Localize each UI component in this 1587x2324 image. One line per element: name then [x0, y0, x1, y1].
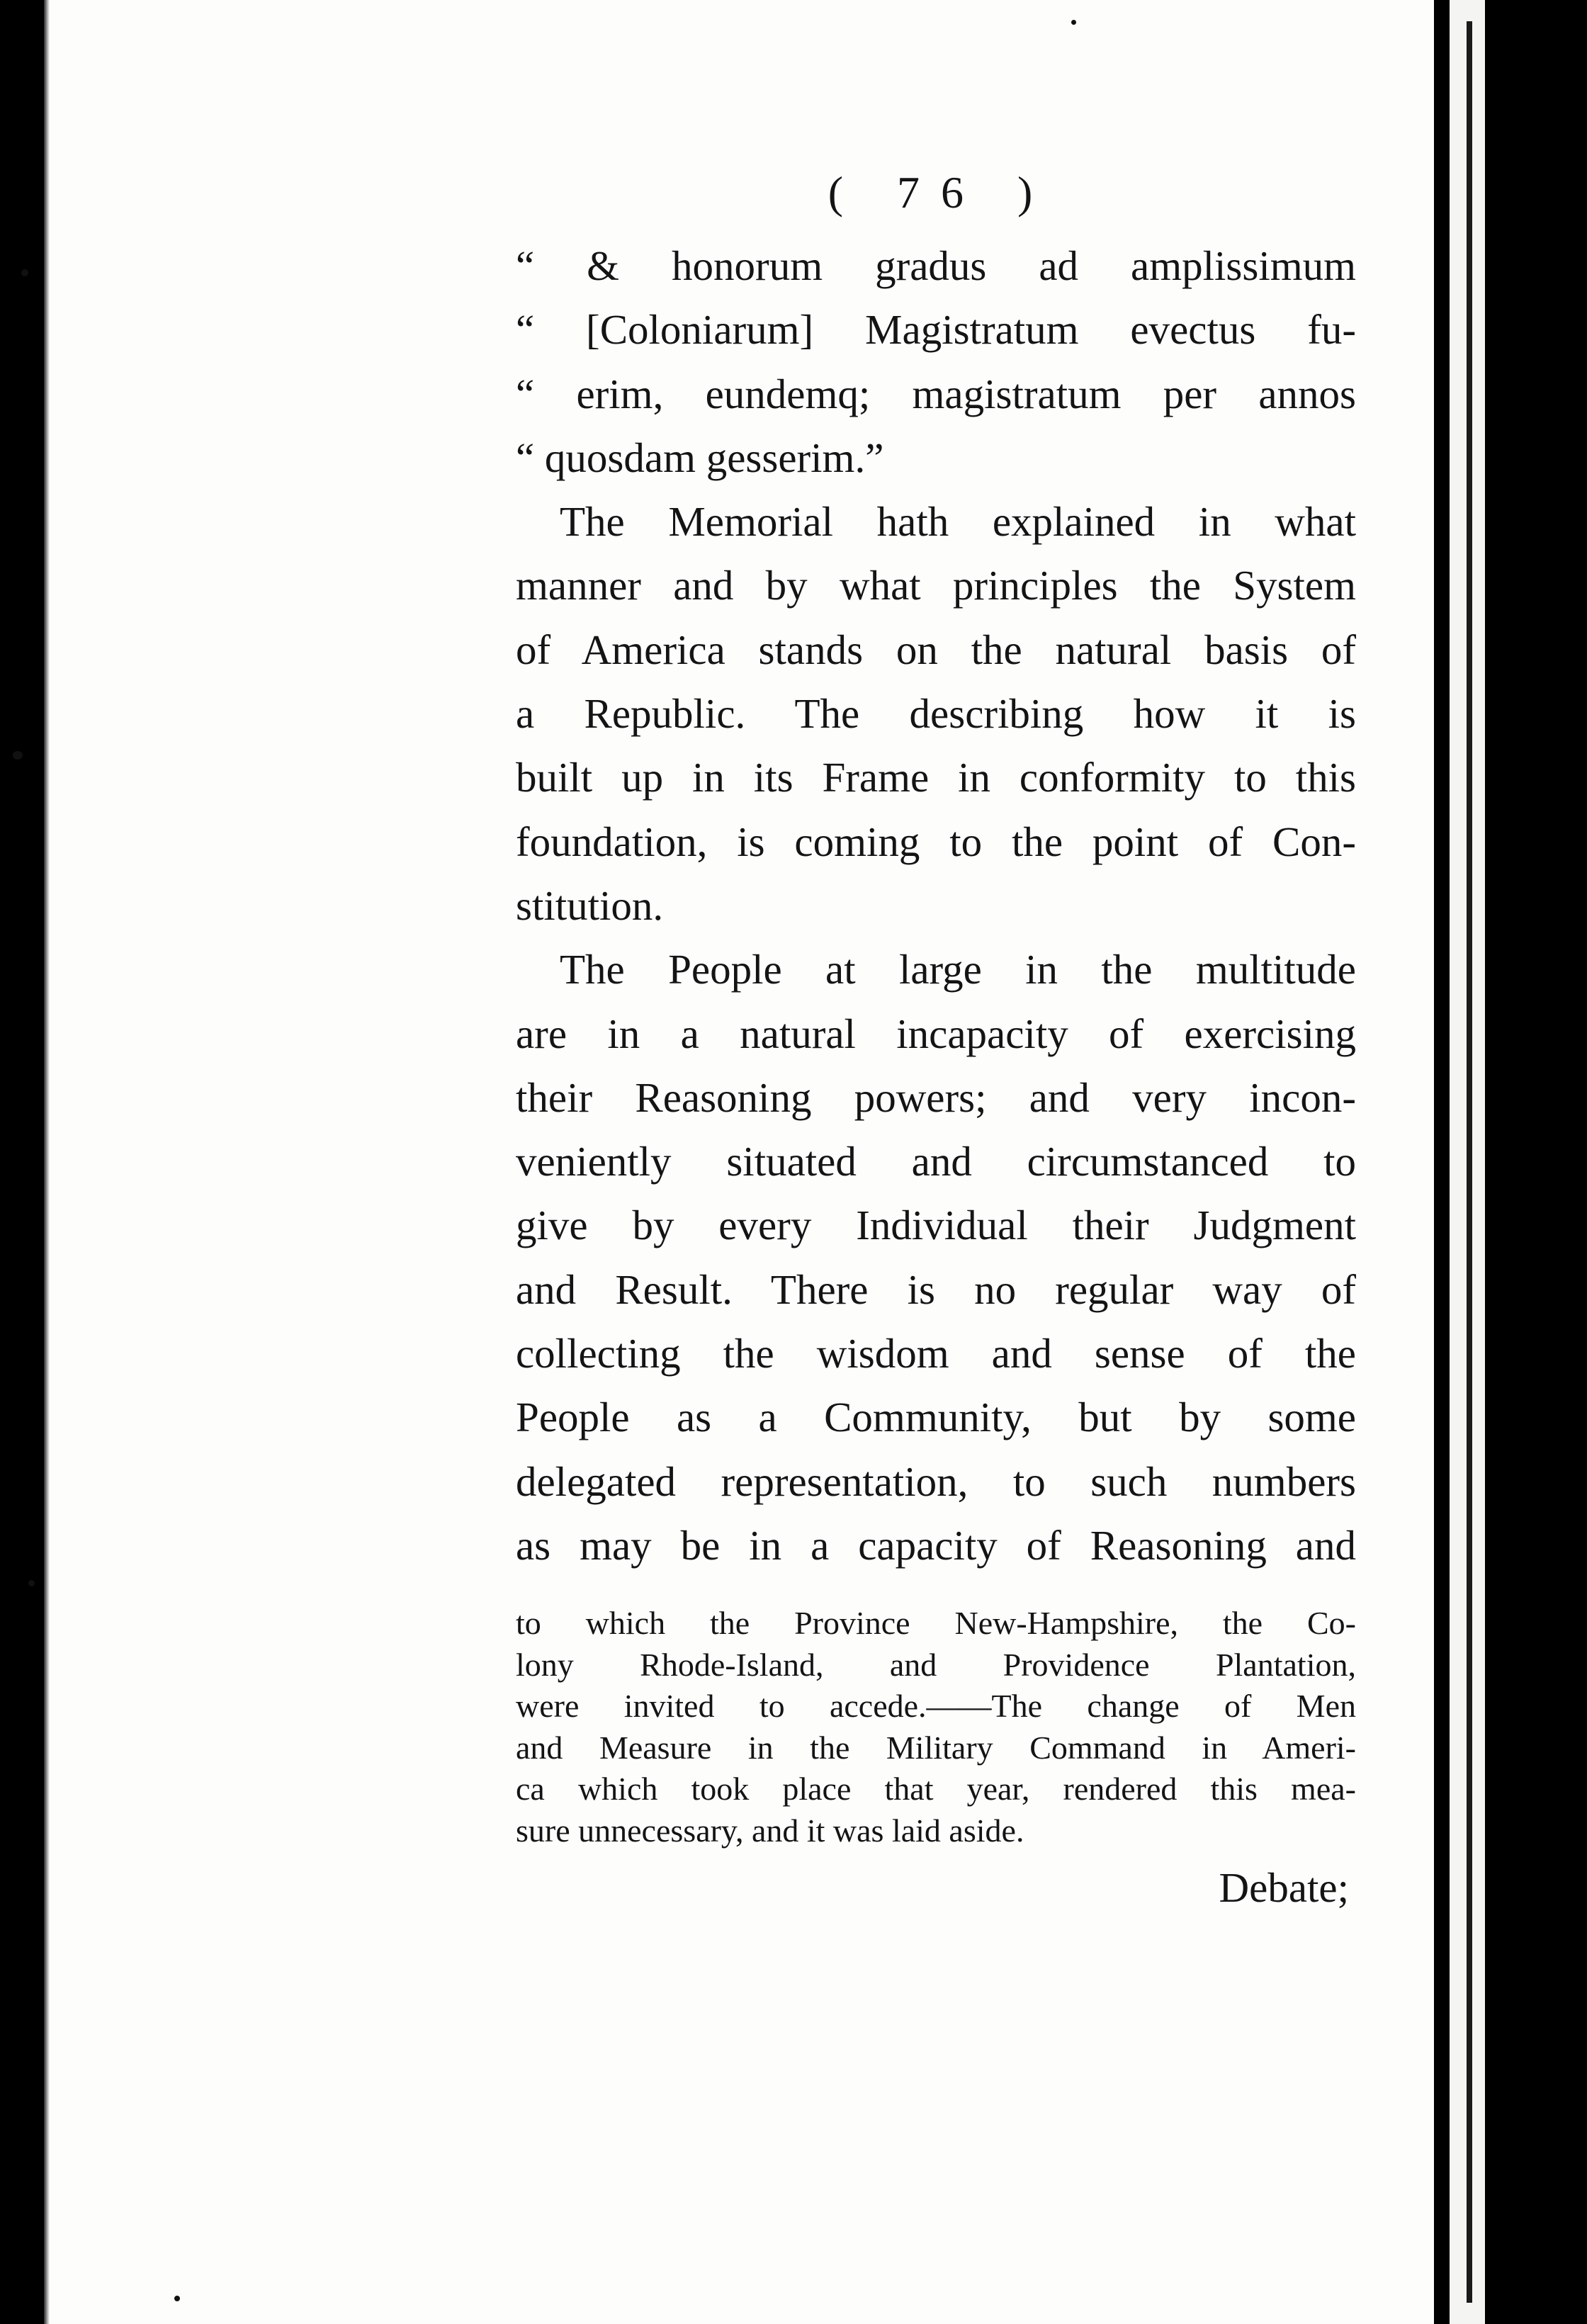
scan-speck	[1071, 20, 1076, 25]
text-line: as may be in a capacity of Reasoning and	[516, 1521, 1356, 1569]
text-line: “ & honorum gradus ad amplissimum	[516, 242, 1356, 289]
scan-speck	[28, 1580, 35, 1586]
footnote-line: to which the Province New-Hampshire, the Co-	[516, 1605, 1356, 1642]
text-line: foundation, is coming to the point of Con-	[516, 818, 1356, 865]
text-line: “ quosdam gesserim.”	[516, 434, 884, 481]
page-text	[516, 167, 1356, 1912]
scan-speck	[21, 269, 28, 276]
text-line: their Reasoning powers; and very incon-	[516, 1073, 1356, 1121]
page-number: ( 76 )	[828, 167, 1054, 218]
footnote-line: were invited to accede.——The change of Men	[516, 1688, 1356, 1725]
catchword: Debate;	[1219, 1864, 1349, 1912]
footnote-line: ca which took place that year, rendered this mea-	[516, 1771, 1356, 1807]
text-line: collecting the wisdom and sense of the	[516, 1330, 1356, 1377]
footnote-line: lony Rhode-Island, and Providence Plantation,	[516, 1646, 1356, 1683]
book-gutter	[1434, 0, 1450, 2324]
text-line: delegated representation, to such numbers	[516, 1457, 1356, 1505]
text-line: built up in its Frame in conformity to this	[516, 754, 1356, 801]
text-line: People as a Community, but by some	[516, 1394, 1356, 1441]
text-line: are in a natural incapacity of exercising	[516, 1010, 1356, 1057]
facing-page-fold	[1467, 21, 1472, 2303]
text-line: The People at large in the multitude	[560, 946, 1356, 993]
text-line: “ erim, eundemq; magistratum per annos	[516, 370, 1356, 417]
text-line: “ [Coloniarum] Magistratum evectus fu-	[516, 306, 1356, 354]
text-line: of America stands on the natural basis of	[516, 626, 1356, 673]
text-line: a Republic. The describing how it is	[516, 690, 1356, 738]
page-edge	[44, 0, 50, 2324]
text-line: and Result. There is no regular way of	[516, 1265, 1356, 1313]
footnote-line: and Measure in the Military Command in Ameri-	[516, 1729, 1356, 1766]
scan-speck	[174, 2296, 180, 2301]
text-line: manner and by what principles the System	[516, 562, 1356, 609]
text-line: stitution.	[516, 881, 664, 929]
text-line: veniently situated and circumstanced to	[516, 1138, 1356, 1185]
text-line: The Memorial hath explained in what	[560, 498, 1356, 546]
scan-speck	[13, 751, 23, 760]
footnote-line: sure unnecessary, and it was laid aside.	[516, 1812, 1024, 1849]
footnote	[516, 1603, 1356, 1851]
text-line: give by every Individual their Judgment	[516, 1202, 1356, 1249]
